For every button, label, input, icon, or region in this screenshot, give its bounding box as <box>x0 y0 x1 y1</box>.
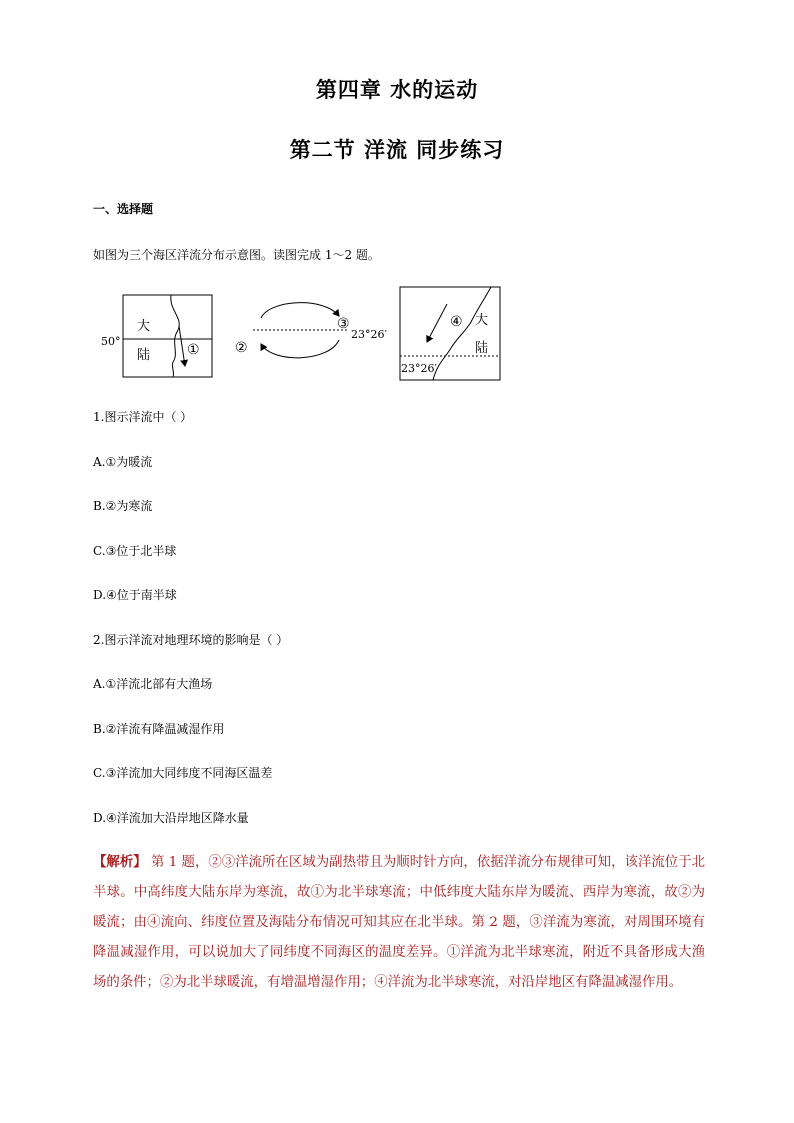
coastline <box>171 295 179 377</box>
section-heading: 一、选择题 <box>93 202 154 216</box>
land-label-da-right: 大 <box>475 313 489 328</box>
q1-option-c: C.③位于北半球 <box>93 544 177 558</box>
lat-label-2326-middle: 23°26′ <box>351 328 387 341</box>
land-label-lu: 陆 <box>137 348 151 363</box>
lat-label-2326-right: 23°26′ <box>401 362 437 375</box>
intro-text: 如图为三个海区洋流分布示意图。读图完成 1～2 题。 <box>93 248 380 262</box>
analysis-tag: 【解析】 <box>93 854 147 870</box>
q1-option-a: A.①为暖流 <box>93 455 153 469</box>
ocean-current-figure <box>93 282 513 386</box>
current-label-3: ③ <box>337 316 350 332</box>
current-label-1: ① <box>187 342 200 358</box>
lower-arc-arrow <box>261 340 339 358</box>
land-label-lu-right: 陆 <box>475 341 489 356</box>
analysis-text: 第 1 题，②③洋流所在区域为副热带且为顺时针方向，依据洋流分布规律可知，该洋流位于北半球。中高纬度大陆东岸为寒流，故①为北半球寒流；中低纬度大陆东岸为暖流、西岸为寒流，故②为暖流；由④流向、纬度位置及海陆分布情况可知其应在北半球。第 2 题，③洋流为寒流，对周围环境有降温减湿作用，可以说加大了同纬度不同海区的温度差异。①洋流为北半球寒流，附近不具备形成大渔场的条件；②为北半球暖流，有增温增湿作用；④洋流为北半球寒流，对沿岸地区有降温减湿作用。 <box>93 855 705 990</box>
land-label-da: 大 <box>137 319 151 334</box>
q2-option-d: D.④洋流加大沿岸地区降水量 <box>93 811 249 825</box>
q1-option-d: D.④位于南半球 <box>93 588 177 602</box>
coastline-right <box>433 287 491 380</box>
question-1-stem: 1.图示洋流中（ ） <box>93 410 193 424</box>
current-arrow-4 <box>427 304 447 342</box>
current-arrow-1 <box>179 326 185 366</box>
analysis-block <box>93 847 705 998</box>
middle-map <box>235 303 387 358</box>
lat-label-50: 50° <box>101 335 121 348</box>
upper-arc-arrow <box>261 303 339 318</box>
section-title: 第二节 洋流 同步练习 <box>289 138 505 162</box>
left-map <box>101 295 212 377</box>
question-2-stem: 2.图示洋流对地理环境的影响是（ ） <box>93 633 289 647</box>
ocean-current-diagram <box>93 282 513 382</box>
q2-option-a: A.①洋流北部有大渔场 <box>93 677 213 691</box>
q2-option-b: B.②洋流有降温减湿作用 <box>93 722 225 736</box>
chapter-title: 第四章 水的运动 <box>315 78 479 102</box>
current-label-4: ④ <box>450 314 463 330</box>
current-label-2: ② <box>235 340 248 356</box>
q1-option-b: B.②为寒流 <box>93 499 153 513</box>
q2-option-c: C.③洋流加大同纬度不同海区温差 <box>93 766 273 780</box>
right-map <box>400 287 500 380</box>
